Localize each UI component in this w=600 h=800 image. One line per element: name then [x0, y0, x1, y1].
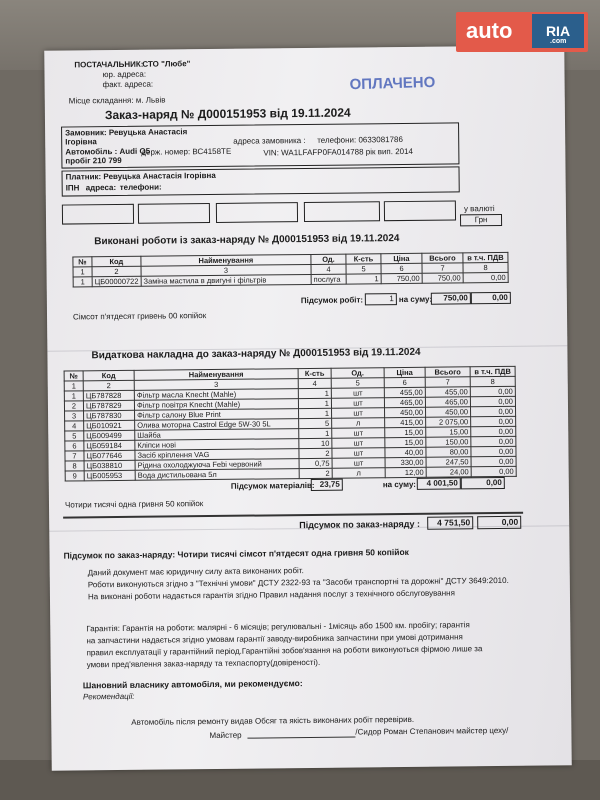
currency-label: у валюті [463, 204, 495, 214]
index-cell: 8 [470, 376, 515, 386]
row-qty: 0,75 [299, 458, 332, 468]
works-col-vat: в т.ч. ПДВ [463, 252, 508, 262]
materials-total-label: Підсумок матеріалів: [230, 480, 315, 491]
row-price: 12,00 [385, 467, 426, 477]
materials-sum-label: на суму: [382, 479, 416, 490]
payer-name: Платник: Ревуцька Анастасія Ігорівна [65, 170, 216, 182]
works-col-no: № [73, 257, 92, 267]
row-unit: шт [332, 428, 385, 439]
row-no: 7 [65, 451, 84, 461]
row-qty: 5 [299, 418, 332, 428]
row-vat: 0,00 [471, 456, 516, 466]
row-total: 2 075,00 [426, 417, 471, 427]
works-total-sum: 750,00 [431, 292, 471, 304]
index-cell: 5 [346, 264, 381, 274]
autoria-watermark-logo [456, 12, 588, 52]
row-vat: 0,00 [471, 446, 516, 456]
row-price: 415,00 [385, 417, 426, 427]
logo-word: auto [466, 18, 513, 43]
row-name: Фільтр масла Knecht (Mahle) [134, 389, 298, 401]
index-cell: 5 [331, 378, 384, 389]
row-price: 455,00 [384, 387, 425, 397]
materials-total-qty: 23,75 [311, 479, 343, 491]
master-name: /Сидор Роман Степанович майстер цеху/ [355, 725, 509, 737]
materials-table [64, 366, 517, 482]
legal-note: Даний документ має юридичну силу акта виконаних робіт. [87, 566, 304, 578]
row-name: Шайба [135, 429, 299, 441]
row-qty: 1 [299, 408, 332, 418]
materials-col-no: № [64, 371, 83, 381]
row-code: ЦБ005953 [84, 470, 135, 481]
row-vat: 0,00 [470, 406, 515, 416]
row-total: 247,50 [426, 457, 471, 467]
index-cell: 6 [381, 263, 422, 273]
row-name: Олива моторна Castrol Edge 5W-30 5L [135, 419, 299, 431]
row-total: 24,00 [426, 467, 471, 477]
empty-field [138, 203, 210, 224]
row-price: 330,00 [385, 457, 426, 467]
works-total-qty: 1 [365, 293, 397, 305]
materials-col-vat: в т.ч. ПДВ [470, 366, 515, 376]
car-model: Автомобіль : Audi Q5 [65, 146, 151, 157]
works-total-vat: 0,00 [471, 292, 511, 304]
row-price: 40,00 [385, 447, 426, 457]
empty-field [384, 200, 456, 221]
row-vat: 0,00 [471, 426, 516, 436]
payer-phones-label: телефони: [119, 182, 162, 192]
materials-title: Видаткова накладна до заказ-наряду № Д000151953 від 19.11.2024 [91, 346, 421, 362]
row-qty: 1 [346, 274, 381, 284]
index-cell: 8 [463, 262, 508, 272]
row-vat: 0,00 [471, 416, 516, 426]
row-price: 15,00 [385, 427, 426, 437]
supplier-name: СТО "Любе" [142, 59, 191, 69]
row-code: ЦБ077646 [84, 450, 135, 461]
payer-box [62, 166, 460, 196]
warranty-rules-note: На виконані роботи надається гарантія згідно Правил надання послуг з технічного обслуговування [87, 588, 455, 602]
order-total-label: Підсумок по заказ-наряду : [299, 518, 421, 531]
warranty-line-2: на запчастини надається згідно умовам гарантії заводу-виробника запчастини при умові дотримання [86, 632, 463, 646]
works-table [72, 252, 508, 288]
place-of-issue: Місце складання: м. Львів [68, 95, 166, 106]
customer-phone: телефони: 0633081786 [317, 134, 403, 145]
row-qty: 2 [299, 468, 332, 478]
row-unit: шт [331, 388, 384, 399]
index-cell: 7 [425, 377, 470, 387]
standards-note: Роботи виконуються згідно з "Технічні умови" ДСТУ 2322-93 та "Засоби транспортні та дорожні" ДСТУ 3649:2010. [87, 575, 509, 590]
warranty-line-1: Гарантія: Гарантія на роботи: малярні - 6 місяців; регулювальні - 1місяць або 1500 км. пробігу; гарантія [86, 620, 470, 634]
index-cell: 3 [134, 379, 298, 391]
empty-field [216, 202, 298, 223]
row-code: ЦБ038810 [84, 460, 135, 471]
row-unit: л [332, 468, 385, 479]
index-cell: 4 [298, 378, 331, 388]
index-cell: 6 [384, 377, 425, 387]
index-cell: 1 [73, 267, 92, 277]
row-name: Заміна мастила в двигуні і фільтрів [141, 274, 311, 286]
row-unit: шт [332, 408, 385, 419]
works-col-unit: Од. [311, 254, 346, 264]
row-unit: шт [331, 398, 384, 409]
empty-field [304, 201, 380, 222]
master-label: Майстер [209, 730, 242, 741]
works-col-code: Код [92, 256, 141, 267]
materials-col-unit: Од. [331, 368, 384, 379]
index-cell: 7 [422, 263, 463, 273]
works-total-label: Підсумок робіт: [300, 295, 364, 306]
order-total-words: Підсумок по заказ-наряду: Чотири тисячі сімсот п'ятдесят одна гривня 50 копійок [63, 546, 409, 561]
row-total: 465,00 [425, 397, 470, 407]
works-sum-label: на суму: [398, 294, 433, 305]
currency-value: Грн [460, 214, 502, 226]
warranty-line-4: умови пред'явлення заказ-наряду та техпаспорту(довіреності). [86, 657, 321, 670]
customer-name: Замовник: Ревуцька Анастасія Ігорівна [65, 127, 188, 147]
car-mileage: пробіг 210 799 [65, 155, 122, 166]
row-no: 4 [65, 421, 84, 431]
row-unit: шт [332, 458, 385, 469]
row-no: 3 [65, 411, 84, 421]
row-code: ЦБ00000722 [92, 276, 141, 287]
row-no: 8 [65, 461, 84, 471]
payer-address-label: адреса: [85, 182, 117, 193]
row-price: 450,00 [385, 407, 426, 417]
index-cell: 3 [141, 264, 311, 276]
materials-col-code: Код [83, 370, 134, 381]
row-code: ЦБ010921 [84, 420, 135, 431]
works-col-price: Ціна [381, 253, 422, 263]
logo-tld: .com [550, 38, 567, 45]
materials-total-vat: 0,00 [461, 477, 505, 489]
row-name: Фільтр салону Blue Print [135, 409, 299, 421]
row-code: ЦБ009499 [84, 430, 135, 441]
owner-recommend-heading: Шановний власнику автомобіля, ми рекомендуємо: [82, 678, 303, 691]
row-no: 1 [73, 277, 92, 287]
row-price: 15,00 [385, 437, 426, 447]
customer-address-label: адреса замовника : [233, 136, 306, 146]
row-code: ЦБ787829 [83, 400, 134, 411]
row-total: 150,00 [426, 437, 471, 447]
row-name: Кліпси нові [135, 439, 299, 451]
row-name: Фільтр повітря Knecht (Mahle) [134, 399, 298, 411]
materials-col-price: Ціна [384, 367, 425, 377]
row-total: 750,00 [422, 273, 463, 283]
works-col-name: Найменування [141, 254, 311, 266]
row-no: 2 [64, 401, 83, 411]
logo-ria-badge [532, 14, 584, 48]
row-vat: 0,00 [470, 386, 515, 396]
row-qty: 10 [299, 438, 332, 448]
index-cell: 4 [311, 264, 346, 274]
row-no: 5 [65, 431, 84, 441]
logo-ria-text: RIA [545, 23, 571, 39]
paid-stamp: ОПЛАЧЕНО [349, 73, 436, 94]
row-no: 6 [65, 441, 84, 451]
order-total-vat: 0,00 [477, 516, 521, 529]
row-no: 1 [64, 391, 83, 401]
row-vat: 0,00 [471, 436, 516, 446]
row-vat: 0,00 [463, 272, 508, 282]
materials-total-words: Чотири тисячі одна гривня 50 копійок [64, 499, 204, 510]
order-title: Заказ-наряд № Д000151953 від 19.11.2024 [104, 105, 351, 123]
materials-total-sum: 4 001,50 [417, 477, 461, 489]
row-total: 80,00 [426, 447, 471, 457]
index-cell: 1 [64, 381, 83, 391]
car-plate: держ. номер: ВС4158ТЕ [141, 146, 232, 157]
recommendations-label: Рекомендації: [82, 691, 135, 702]
row-no: 9 [65, 471, 84, 481]
order-total-sum: 4 751,50 [427, 516, 473, 529]
row-price: 465,00 [384, 397, 425, 407]
row-unit: шт [332, 438, 385, 449]
work-order-document [44, 45, 572, 770]
index-cell: 2 [83, 380, 134, 391]
works-total-words: Сімсот п'ятдесят гривень 00 копійок [72, 311, 207, 322]
index-cell: 2 [92, 266, 141, 277]
row-total: 15,00 [426, 427, 471, 437]
materials-col-total: Всього [425, 367, 470, 377]
fact-address: факт. адреса: [102, 79, 154, 90]
empty-field [62, 204, 134, 225]
car-accepted-note: Автомобіль після ремонту видав Обсяг та якість виконаних робіт перевірив. [131, 714, 415, 727]
works-col-total: Всього [422, 253, 463, 263]
row-code: ЦБ787828 [83, 390, 134, 401]
row-unit: л [332, 418, 385, 429]
row-price: 750,00 [381, 273, 422, 283]
works-col-qty: К-сть [346, 254, 381, 264]
works-title: Виконані роботи із заказ-наряду № Д000151953 від 19.11.2024 [94, 233, 400, 248]
row-unit: шт [332, 448, 385, 459]
row-qty: 1 [299, 428, 332, 438]
signature-line [247, 737, 355, 739]
row-vat: 0,00 [471, 466, 516, 476]
row-name: Вода дистильована 5л [135, 469, 299, 481]
row-qty: 1 [298, 398, 331, 408]
legal-address: юр. адреса: [102, 69, 147, 80]
row-code: ЦБ787830 [84, 410, 135, 421]
row-total: 450,00 [425, 407, 470, 417]
car-vin: VIN: WA1LFAFP0FA014788 рік вип. 2014 [263, 146, 414, 158]
row-unit: послуга [311, 274, 346, 284]
row-qty: 1 [298, 388, 331, 398]
row-qty: 2 [299, 448, 332, 458]
row-vat: 0,00 [470, 396, 515, 406]
row-name: Рідина охолоджуюча Febi червоний [135, 459, 299, 471]
materials-col-name: Найменування [134, 369, 298, 381]
row-code: ЦБ059184 [84, 440, 135, 451]
warranty-line-3: правил експлуатації у гарантійний період.Гарантійні зобов'язання на роботи виконуються фірмою лише за [86, 644, 483, 658]
supplier-label: ПОСТАЧАЛЬНИК: [74, 59, 144, 70]
ipn-label: ІПН [65, 183, 80, 193]
row-name: Засіб кріплення VAG [135, 449, 299, 461]
materials-col-qty: К-сть [298, 368, 331, 378]
row-total: 455,00 [425, 387, 470, 397]
